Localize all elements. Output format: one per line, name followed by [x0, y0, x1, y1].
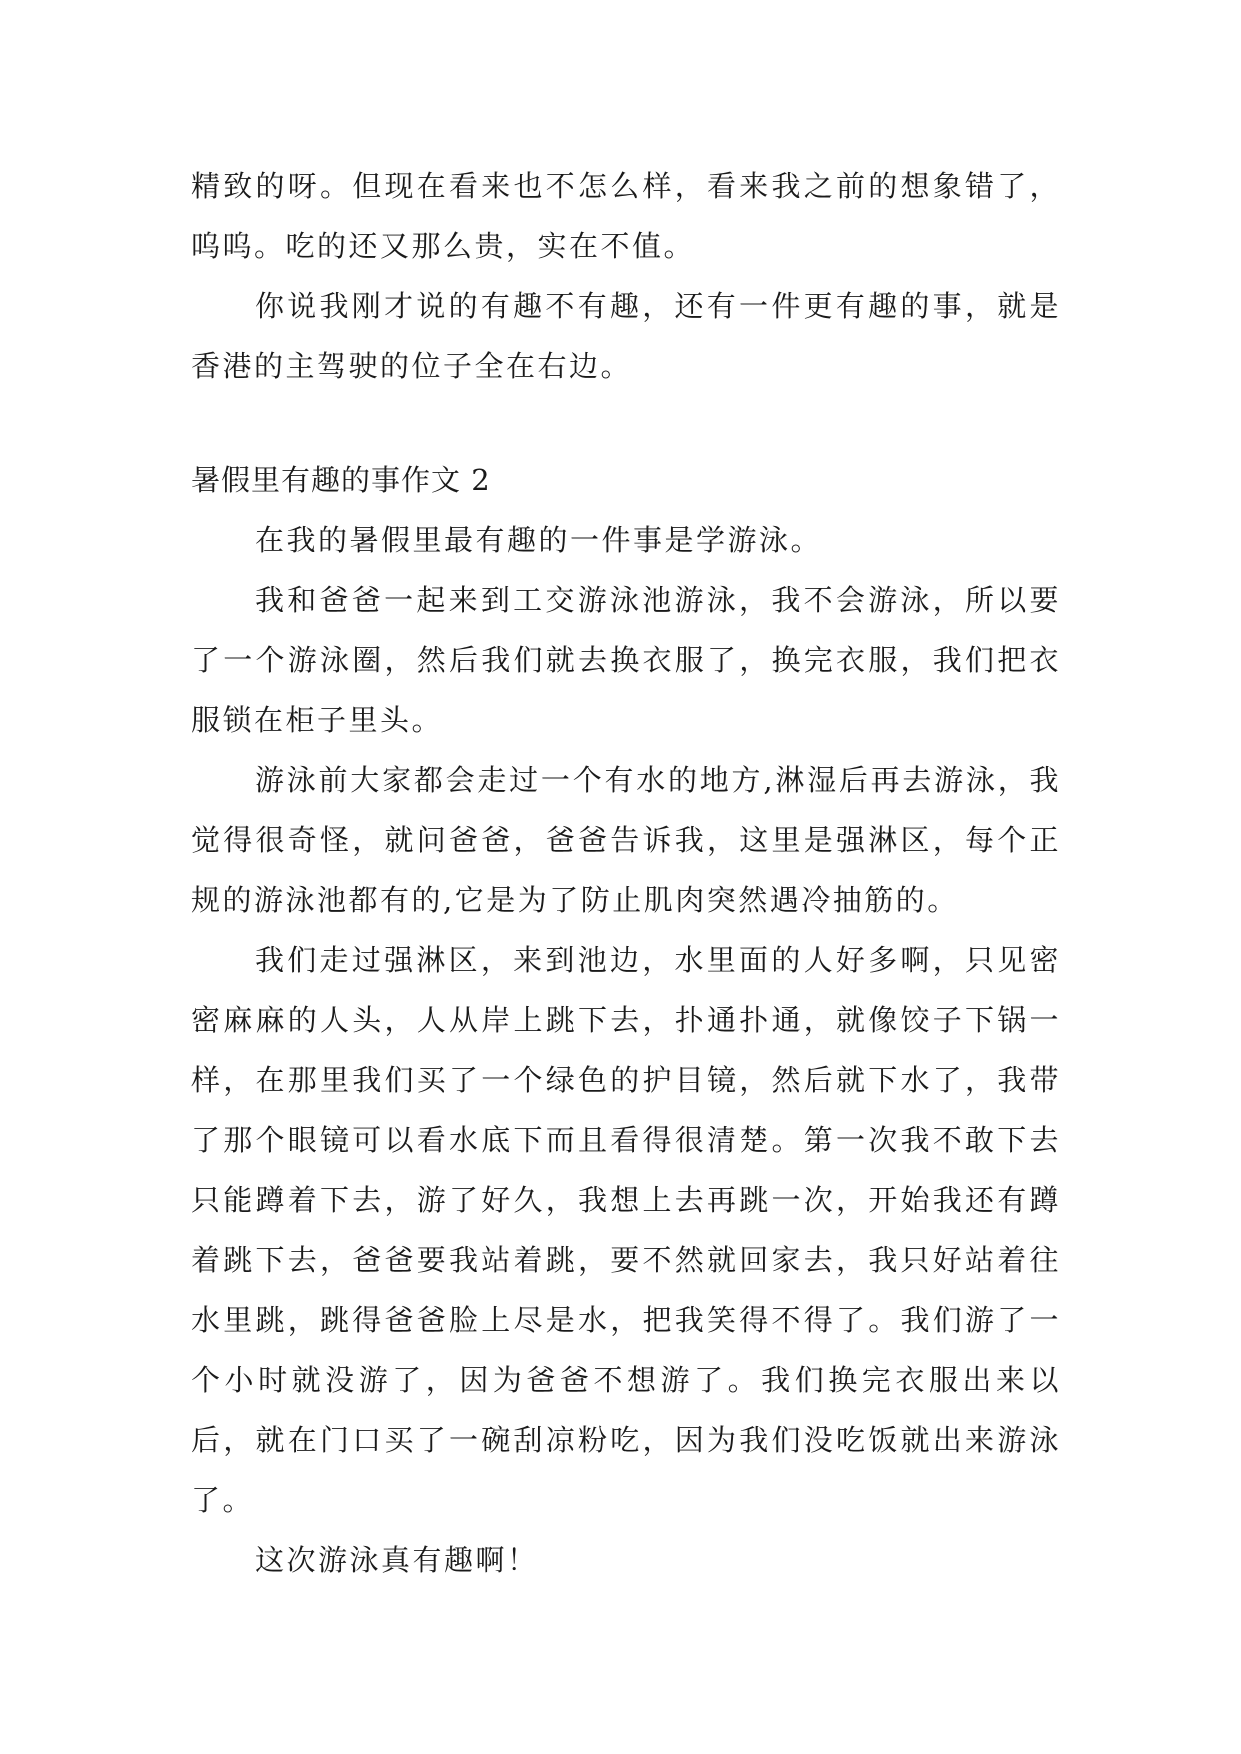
continuation-section — [191, 156, 1061, 396]
essay-title: 暑假里有趣的事作文 2 — [191, 463, 491, 497]
essay-paragraph-2: 我和爸爸一起来到工交游泳池游泳，我不会游泳，所以要了一个游泳圈，然后我们就去换衣服了，换完衣服，我们把衣服锁在柜子里头。 — [191, 583, 1061, 737]
essay-paragraph-4: 我们走过强淋区，来到池边，水里面的人好多啊，只见密密麻麻的人头，人从岸上跳下去，扑通扑通，就像饺子下锅一样，在那里我们买了一个绿色的护目镜，然后就下水了，我带了那个眼镜可以看水底下而且看得很清楚。第一次我不敢下去只能蹲着下去，游了好久，我想上去再跳一次，开始我还有蹲着跳下去，爸爸要我站着跳，要不然就回家去，我只好站着往水里跳，跳得爸爸脸上尽是水，把我笑得不得了。我们游了一个小时就没游了，因为爸爸不想游了。我们换完衣服出来以后，就在门口买了一碗刮凉粉吃，因为我们没吃饭就出来游泳了。 — [191, 943, 1061, 1517]
continuation-paragraph-2: 你说我刚才说的有趣不有趣，还有一件更有趣的事，就是香港的主驾驶的位子全在右边。 — [191, 289, 1061, 383]
essay-paragraph-5: 这次游泳真有趣啊！ — [255, 1543, 539, 1577]
continuation-paragraph-1: 精致的呀。但现在看来也不怎么样，看来我之前的想象错了，呜呜。吃的还又那么贵，实在不值。 — [191, 169, 1061, 263]
essay-paragraph-3: 游泳前大家都会走过一个有水的地方,淋湿后再去游泳，我觉得很奇怪，就问爸爸，爸爸告诉我，这里是强淋区，每个正规的游泳池都有的,它是为了防止肌肉突然遇冷抽筋的。 — [191, 763, 1061, 917]
essay-section — [191, 450, 1061, 1590]
essay-paragraph-1: 在我的暑假里最有趣的一件事是学游泳。 — [255, 523, 823, 557]
